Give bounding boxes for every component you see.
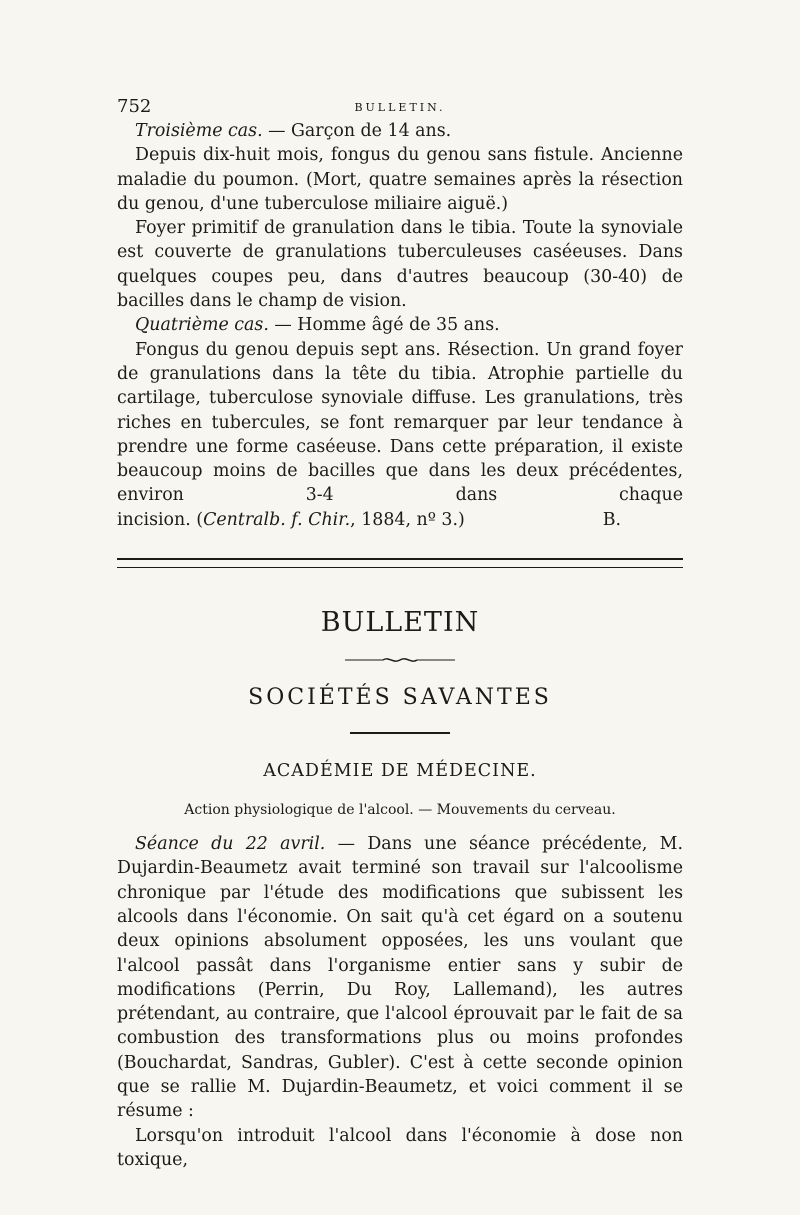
section-title: BULLETIN [320,607,480,639]
citation [117,508,465,532]
session-paragraph-1 [117,832,683,1124]
case3-paragraph-2: Foyer primitif de granulation dans le tibia. Toute la synoviale est couverte de granulations tuberculeuses caséeuses. Dans quelques coupes peu, dans d'autres beaucoup (30-40) de bacilles dans le champ de vision. [117,218,683,312]
case3-heading-label: Troisième cas. [135,121,263,141]
author-signature: B. [602,509,621,530]
book-page [117,95,683,1172]
citation-line [117,508,683,532]
case3-paragraph-1: Depuis dix-huit mois, fongus du genou sans fistule. Ancienne maladie du poumon. (Mort, quatre semaines après la résection du genou, d'une tuberculose miliaire aiguë.) [117,145,683,214]
page-number: 752 [117,96,152,117]
ornament-flourish-icon [117,656,683,664]
case3-heading-rest: — Garçon de 14 ans. [262,121,452,141]
case4-paragraph-1: Fongus du genou depuis sept ans. Résection. Un grand foyer de granulations dans la tête du tibia. Atrophie partielle du cartilage, tuberculose synoviale diffuse. Les granulations, très riches en tubercules, se font remarquer par leur tendance à prendre une forme caséeuse. Dans cette préparation, il existe beaucoup moins de bacilles que dans les deux précédentes, environ 3-4 dans chaque [117,339,683,506]
session-date: Séance du 22 avril. [135,834,326,855]
academy-title: ACADÉMIE DE MÉDECINE. [263,761,537,782]
short-divider-rule [350,732,450,734]
case4-heading-rest: — Homme âgé de 35 ans. [268,315,500,336]
subsection-title: SOCIÉTÉS SAVANTES [248,685,552,711]
session-text: — Dans une séance précédente, M. Dujardin-Beaumetz avait terminé son travail sur l'alcoolisme chronique par l'étude des modifications que subissent les alcools dans l'économie. On sait qu'à cet égard on a soutenu deux opinions absolument opposées, les uns voulant que l'alcool passât dans l'organisme entier sans y subir de modifications (Perrin, Du Roy, Lallemand), les autres prétendant, au contraire, que l'alcool éprouvait par le fait de sa combustion des transformations plus ou moins profondes (Bouchardat, Sandras, Gubler). C'est à cette seconde opinion que se rallie M. Dujardin-Beaumetz, et voici comment il se résume : [117,834,683,1122]
citation-journal: Centralb. f. Chir. [203,509,351,530]
section-divider-double-rule [117,558,683,568]
case3-heading [117,119,683,143]
session-block [117,832,683,1172]
case4-heading-label: Quatrième cas. [135,315,269,336]
citation-prefix: incision. ( [117,509,204,530]
case4-heading [117,313,683,337]
running-head [117,95,683,119]
topic-line: Action physiologique de l'alcool. — Mouvements du cerveau. [184,802,616,819]
session-paragraph-2: Lorsqu'on introduit l'alcool dans l'économie à dose non toxique, [117,1125,683,1170]
citation-suffix: , 1884, nº 3.) [350,509,465,530]
running-title: BULLETIN. [354,101,446,114]
